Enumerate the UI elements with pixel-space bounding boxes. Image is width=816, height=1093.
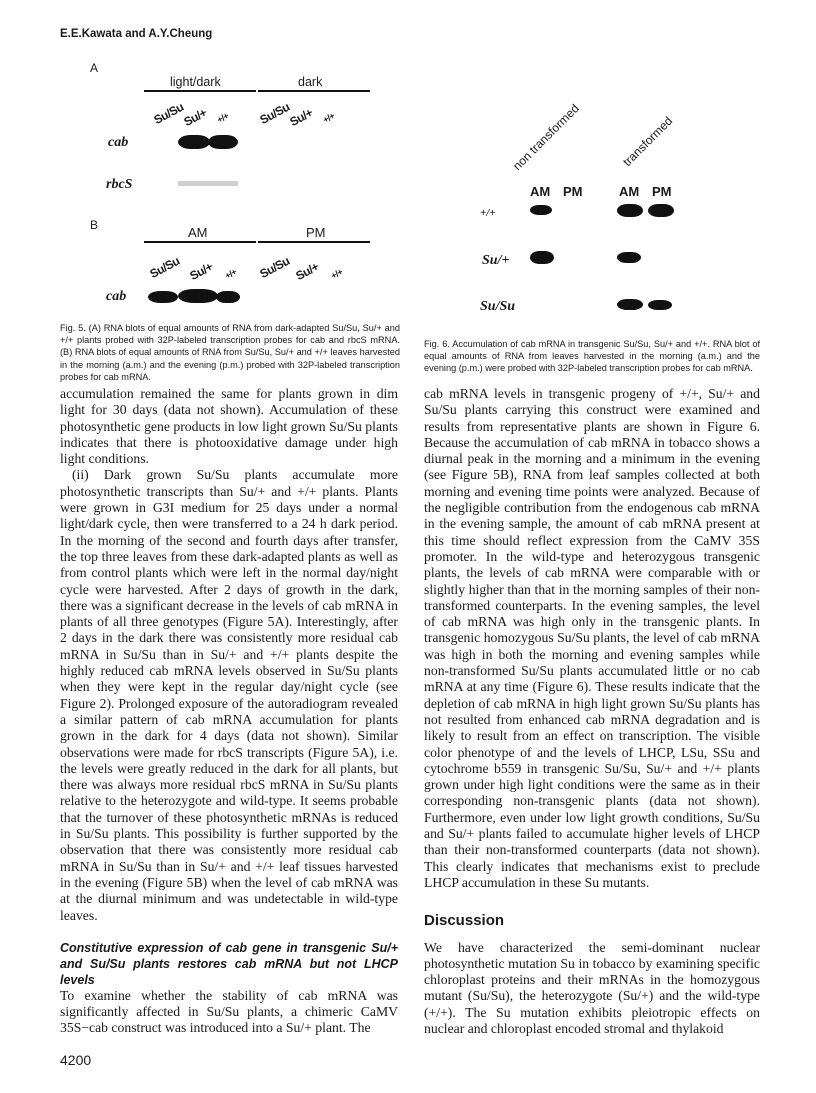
pm-label: PM <box>306 225 326 240</box>
blot-band <box>148 291 178 303</box>
blot-band <box>648 204 674 217</box>
lane-label: Su/+ <box>181 105 209 129</box>
lane-label: Su/+ <box>187 259 215 283</box>
running-head: E.E.Kawata and A.Y.Cheung <box>60 28 213 40</box>
light-dark-underline <box>144 90 256 92</box>
dark-underline <box>258 90 370 92</box>
lane-label: Su/Su <box>257 253 292 281</box>
blot-band <box>530 251 554 264</box>
dark-label: dark <box>298 75 323 89</box>
panel-b-label: B <box>90 218 99 232</box>
figure-5 <box>60 55 400 320</box>
am-label-2: AM <box>619 184 640 199</box>
non-transformed-label: non transformed <box>510 101 582 173</box>
am-label-1: AM <box>530 184 551 199</box>
blot-band <box>617 299 643 310</box>
figure-6 <box>430 55 760 345</box>
lane-label: +/+ <box>329 266 345 281</box>
rbcs-row-label: rbcS <box>106 177 133 192</box>
cab-row-label: cab <box>108 135 129 150</box>
paragraph: cab mRNA levels in transgenic progeny of +/+, Su/+ and Su/Su plants carrying this construct were examined and results from representative plants are shown in Figure 6. Because the accumulation of cab mRNA in tobacco shows a diurnal peak in the morning and a minimum in the evening (see Figure 5B), RNA from leaf samples collected at both morning and evening time points were analyzed. Because of the negligible contribution from the endogenous cab mRNA in the evening sample, the amount of cab mRNA present at this time should reflect expression from the CaMV 35S promoter. In the wild-type and heterozygous transgenic plants, the levels of cab mRNA were comparable with or slightly higher than that in the morning samples of their non-transformed counterparts. In the evening samples, the level of cab mRNA was high only in the transgenic plants. In transgenic homozygous Su/Su plants, the level of cab mRNA was high in both the morning and evening samples while non-transformed Su/Su plants accumulated little or no cab mRNA at any time (Figure 6). These results indicate that the depletion of cab mRNA in high light grown Su/Su plants has not resulted from enhanced cab mRNA degradation and is likely to result from an effect on transcription. The visible color phenotype of and the levels of LHCP, LSu, SSu and cytochrome b559 in transgenic Su/Su, Su/+ and +/+ plants grown under high light conditions were the same as in their corresponding non-transgenic plants (data not shown). Furthermore, even under low light growth conditions, Su/Su and Su/+ plants failed to accumulate higher levels of LHCP than their non-transformed counterparts (data not shown). This clearly indicates that mechanisms exist to preclude LHCP accumulation in these Su mutants. <box>424 386 760 890</box>
panel-a-label: A <box>90 61 99 75</box>
lane-label: +/+ <box>321 110 337 125</box>
lane-label: Su/Su <box>147 253 182 281</box>
blot-band <box>178 289 218 303</box>
section-subheading: Constitutive expression of cab gene in transgenic Su/+ and Su/Su plants restores cab mRNA but not LHCP levels <box>60 940 398 987</box>
cab-row-label-b: cab <box>106 289 127 304</box>
fig6-caption: Fig. 6. Accumulation of cab mRNA in transgenic Su/Su, Su/+ and +/+. RNA blot of equal amounts of RNA from leaves harvested in the morning (a.m.) and the evening (p.m.) were probed with 32P-labeled transcription probes for cab mRNA. <box>424 339 760 374</box>
am-label: AM <box>188 225 208 240</box>
light-dark-label: light/dark <box>170 75 221 89</box>
blot-band <box>208 135 238 149</box>
blot-band <box>216 291 240 303</box>
left-column <box>60 386 398 1037</box>
paragraph: accumulation remained the same for plants grown in dim light for 30 days (data not shown). Accumulation of these photosynthetic gene products in low light grown Su/Su plants indicates that there is photooxidative damage under high light conditions. <box>60 386 398 467</box>
fig5-caption: Fig. 5. (A) RNA blots of equal amounts of RNA from dark-adapted Su/Su, Su/+ and +/+ plants probed with 32P-labeled transcription probes for cab and rbcS mRNA. (B) RNA blots of equal amounts of RNA from Su/Su, Su/+ and +/+ leaves harvested in the morning (a.m.) and the evening (p.m.) probed with 32P-labeled transcription probes for cab mRNA. <box>60 323 400 382</box>
am-underline <box>144 241 256 243</box>
page-number: 4200 <box>60 1052 92 1068</box>
row-label: Su/Su <box>480 299 516 314</box>
pm-underline <box>258 241 370 243</box>
row-label: Su/+ <box>482 253 510 268</box>
pm-label-2: PM <box>652 184 672 199</box>
blot-band <box>617 204 643 217</box>
paragraph: (ii) Dark grown Su/Su plants accumulate more photosynthetic transcripts than Su/+ and +/+ plants. Plants were grown in G3I medium for 25 days under a normal light/dark cycle, then were transferred to a 24 h dark period. In the morning of the second and fourth days after transfer, the top three leaves from these dark-adapted plants as well as from control plants which were left in the normal day/night cycle were harvested. After 2 days of growth in the dark, there was a significant decrease in the levels of cab mRNA in plants of all three genotypes (Figure 5A). Interestingly, after 2 days in the dark there was consistently more residual cab mRNA in Su/Su than in Su/+ and +/+ plants despite the highly reduced cab mRNA levels observed in Su/Su plants when they were kept in the regular day/night cycle (see Figure 2). Prolonged exposure of the autoradiogram revealed a similar pattern of cab mRNA accumulation for plants grown in the dark for 4 days (data not shown). Similar observations were made for rbcS transcripts (Figure 5A), i.e. the levels were greatly reduced in the dark for all plants, but there was always more residual rbcS mRNA in Su/Su plants relative to the heterozygote and wild-type. It seems probable that the turnover of these photosynthetic mRNAs is reduced in Su/Su plants. This possibility is further supported by the observation that there was consistently more residual cab mRNA in Su/Su than in Su/+ and +/+ leaf tissues harvested in the evening (Figure 5B) when the level of cab mRNA was at the diurnal minimum and was undetectable in wild-type leaves. <box>60 467 398 923</box>
transformed-label: transformed <box>620 113 676 169</box>
lane-label: Su/Su <box>257 99 292 127</box>
blot-band <box>617 252 641 263</box>
blot-band <box>530 205 552 215</box>
blot-band <box>648 300 672 310</box>
paragraph: We have characterized the semi-dominant nuclear photosynthetic mutation Su in tobacco by examining specific chloroplast proteins and their mRNAs in the homozygous mutant (Su/Su), the heterozygote (Su/+) and the wild-type (+/+). The Su mutation exhibits pleiotropic effects on nuclear and chloroplast encoded stromal and thylakoid <box>424 939 760 1036</box>
blot-band-faint <box>178 181 238 186</box>
paragraph: To examine whether the stability of cab mRNA was significantly affected in Su/Su plants, a chimeric CaMV 35S−cab construct was introduced into a Su/+ plant. The <box>60 987 398 1036</box>
lane-label: Su/Su <box>151 99 186 127</box>
lane-label: Su/+ <box>293 259 321 283</box>
pm-label-1: PM <box>563 184 583 199</box>
row-label: +/+ <box>480 207 496 219</box>
lane-label: +/+ <box>223 266 239 281</box>
right-column <box>424 386 760 1037</box>
section-heading: Discussion <box>424 912 505 930</box>
lane-label: Su/+ <box>287 105 315 129</box>
blot-band <box>178 135 210 149</box>
lane-label: +/+ <box>215 110 231 125</box>
